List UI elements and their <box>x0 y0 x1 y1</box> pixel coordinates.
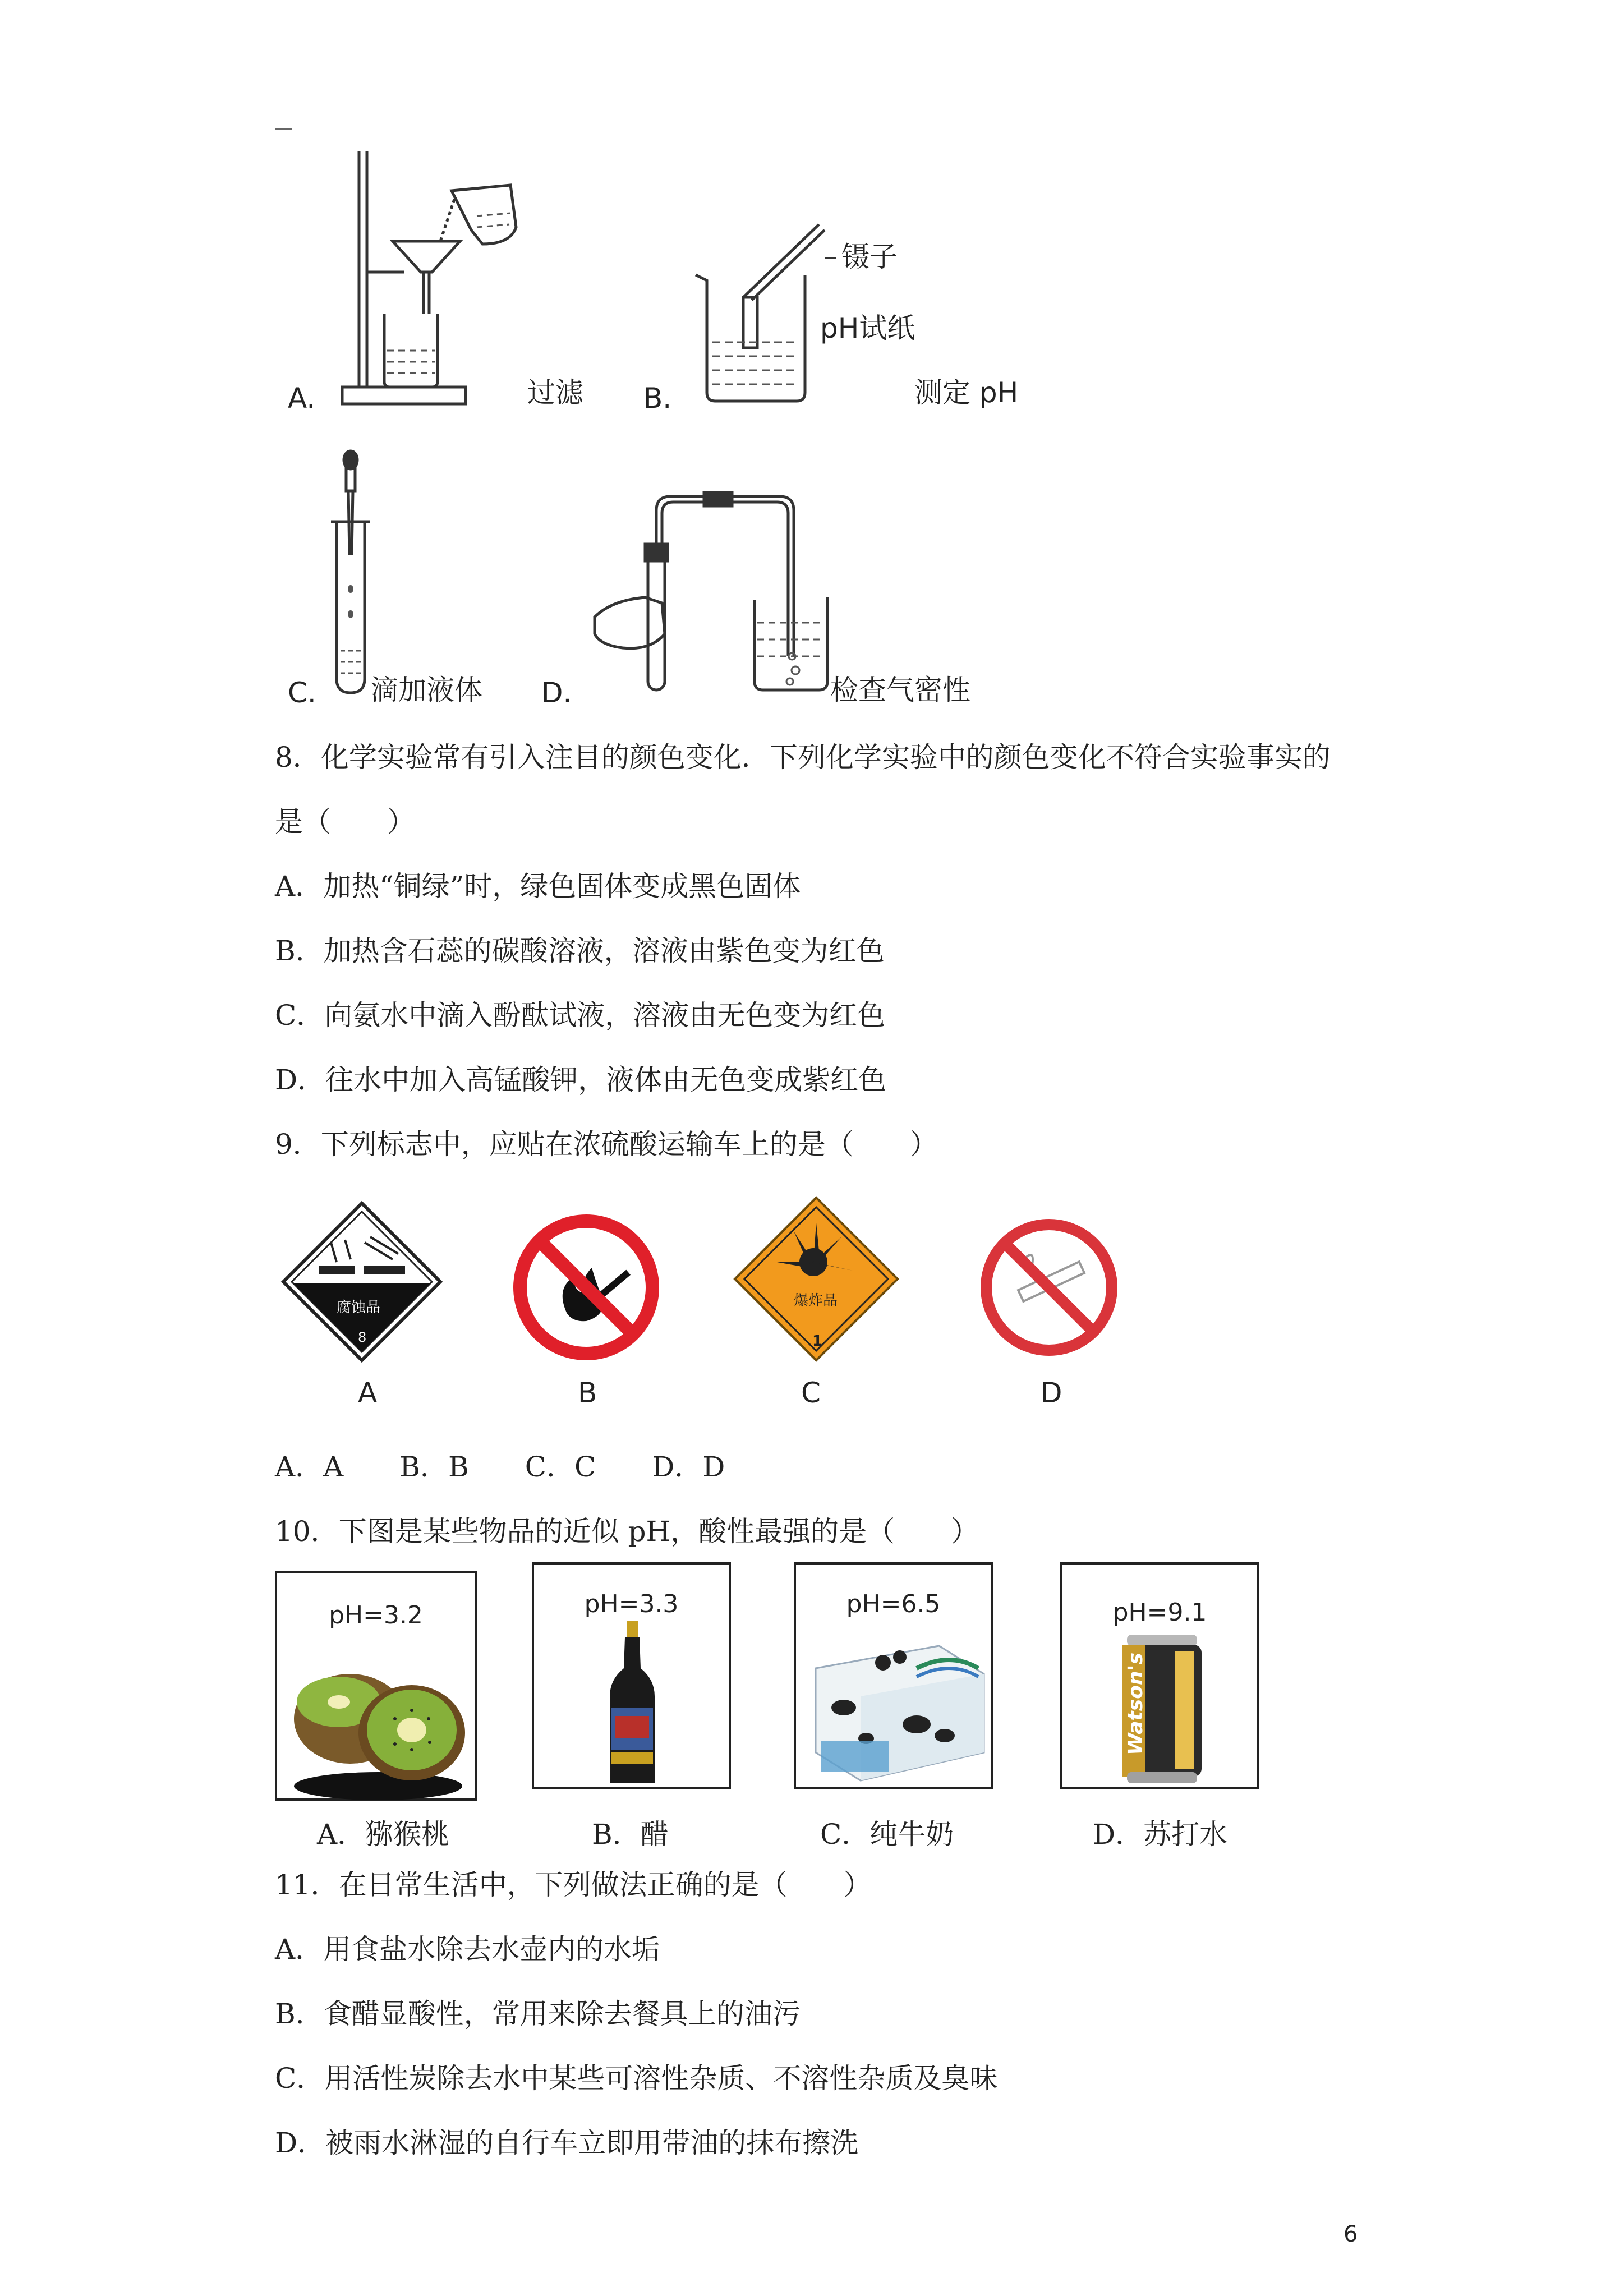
q8-option-d: D．往水中加入高锰酸钾，液体由无色变成紫红色 <box>275 1064 887 1096</box>
vinegar-caption: B．醋 <box>592 1818 669 1851</box>
soda-box <box>1060 1562 1259 1789</box>
q11-option-b: B．食醋显酸性，常用来除去餐具上的油污 <box>275 1998 801 2030</box>
q8-option-a: A．加热“铜绿”时，绿色固体变成黑色固体 <box>275 870 801 903</box>
page-number: 6 <box>1344 2221 1358 2247</box>
explosive-sign-text: 爆炸品 <box>794 1292 838 1309</box>
ph-paper-label: pH试纸 <box>820 312 915 344</box>
q8-option-b: B．加热含石蕊的碳酸溶液，溶液由紫色变为红色 <box>275 935 885 967</box>
sign-c-letter: C <box>801 1377 821 1409</box>
vinegar-box <box>532 1562 731 1789</box>
corrosive-sign-number: 8 <box>358 1329 367 1345</box>
q8-stem-line1: 8．化学实验常有引入注目的颜色变化．下列化学实验中的颜色变化不符合实验事实的 <box>275 741 1331 774</box>
kiwi-caption: A．猕猴桃 <box>317 1818 450 1851</box>
milk-carton-image <box>804 1623 990 1786</box>
q7-option-d-letter: D. <box>541 677 572 709</box>
q11-option-a: A．用食盐水除去水壶内的水垢 <box>275 1933 660 1966</box>
milk-caption: C．纯牛奶 <box>820 1818 954 1851</box>
milk-box <box>794 1562 993 1789</box>
q7-option-b-label: 测定 pH <box>914 376 1019 409</box>
soda-caption: D．苏打水 <box>1093 1818 1228 1851</box>
soda-ph: pH=9.1 <box>1112 1598 1207 1627</box>
filtration-apparatus-figure <box>325 146 550 409</box>
q11-option-c: C．用活性炭除去水中某些可溶性杂质、不溶性杂质及臭味 <box>275 2062 998 2095</box>
sign-b-letter: B <box>578 1377 597 1409</box>
header-mark <box>275 128 292 130</box>
vinegar-bottle-image <box>601 1618 663 1786</box>
q7-option-c-label: 滴加液体 <box>370 674 482 706</box>
q11-option-d: D．被雨水淋湿的自行车立即用带油的抹布擦洗 <box>275 2127 859 2159</box>
q7-option-c-letter: C. <box>288 677 316 709</box>
sign-d-letter: D <box>1041 1377 1062 1409</box>
kiwi-ph: pH=3.2 <box>329 1601 423 1630</box>
kiwi-box <box>275 1571 477 1801</box>
dropper-test-tube-figure <box>328 449 367 696</box>
airtightness-check-figure <box>589 488 836 696</box>
explosive-sign-number: 1 <box>812 1333 823 1350</box>
q7-option-d-label: 检查气密性 <box>830 674 970 706</box>
kiwi-image <box>283 1635 473 1797</box>
q8-stem-line2: 是（ ） <box>275 806 415 838</box>
ph-test-beaker-figure <box>690 213 836 409</box>
q9-answer-options: A．A B．B C．C D．D <box>275 1451 725 1483</box>
tweezers-label: 镊子 <box>841 241 898 273</box>
q7-option-a-label: 过滤 <box>527 376 583 409</box>
corrosive-sign-text: 腐蚀品 <box>337 1299 381 1316</box>
no-smoking-sign <box>979 1217 1119 1358</box>
vinegar-ph: pH=3.3 <box>584 1590 679 1618</box>
q8-option-c: C．向氨水中滴入酚酞试液，溶液由无色变为红色 <box>275 999 886 1032</box>
no-fire-sign <box>513 1214 659 1360</box>
q7-option-b-letter: B. <box>643 382 672 415</box>
milk-ph: pH=6.5 <box>846 1590 941 1618</box>
q10-stem: 10．下图是某些物品的近似 pH，酸性最强的是（ ） <box>275 1515 979 1548</box>
sign-a-letter: A <box>358 1377 378 1409</box>
q7-option-a-letter: A. <box>288 382 316 415</box>
soda-can-brand: Watson's <box>1124 1652 1147 1755</box>
q9-stem: 9．下列标志中，应贴在浓硫酸运输车上的是（ ） <box>275 1128 938 1161</box>
q11-stem: 11．在日常生活中，下列做法正确的是（ ） <box>275 1869 872 1901</box>
